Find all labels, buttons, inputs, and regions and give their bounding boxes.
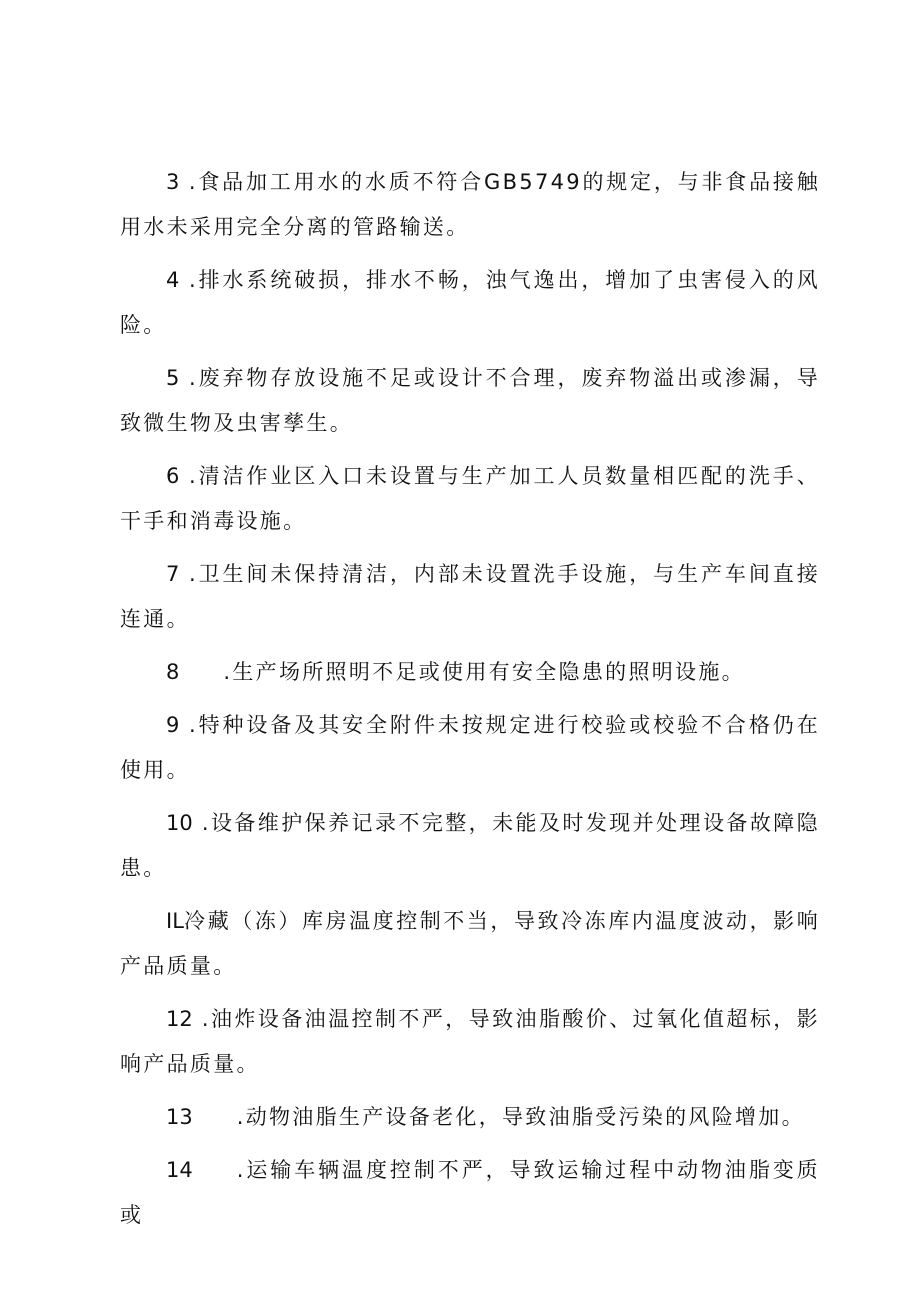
- item-number: 7: [166, 562, 180, 586]
- item-text: .生产场所照明不足或使用有安全隐患的照明设施。: [223, 660, 745, 684]
- item-text: .动物油脂生产设备老化，导致油脂受污染的风险增加。: [236, 1105, 805, 1129]
- item-text: .设备维护保养记录不完整，未能及时发现并处理设备故障隐患。: [120, 811, 820, 880]
- item-text: .卫生间未保持清洁，内部未设置洗手设施，与生产车间直接连通。: [120, 562, 820, 631]
- item-number: 12: [166, 1007, 193, 1031]
- item-number: 13: [166, 1105, 193, 1129]
- list-item: [120, 650, 820, 695]
- item-number: 6: [166, 464, 180, 488]
- item-number: 3: [166, 170, 180, 194]
- item-text: .废弃物存放设施不足或设计不合理，废弃物溢出或渗漏，导致微生物及虫害孳生。: [120, 366, 820, 435]
- item-number: 5: [166, 366, 180, 390]
- item-number: 9: [166, 713, 180, 737]
- item-text: .特种设备及其安全附件未按规定进行校验或校验不合格仍在使用。: [120, 713, 820, 782]
- item-text: .油炸设备油温控制不严，导致油脂酸价、过氧化值超标，影响产品质量。: [120, 1007, 820, 1076]
- item-number: 8: [166, 660, 180, 684]
- list-item: [120, 997, 820, 1087]
- hazard-list: [120, 160, 820, 1246]
- item-number: 10: [166, 811, 193, 835]
- item-text: .清洁作业区入口未设置与生产加工人员数量相匹配的洗手、干手和消毒设施。: [120, 464, 820, 533]
- item-number: 14: [166, 1158, 193, 1182]
- item-number: 4: [166, 268, 180, 292]
- list-item: [120, 160, 820, 250]
- list-item: [120, 1148, 820, 1238]
- list-item: [120, 356, 820, 446]
- list-item: [120, 1095, 820, 1140]
- list-item: [120, 899, 820, 989]
- item-number: IL: [166, 909, 184, 933]
- list-item: [120, 801, 820, 891]
- list-item: [120, 258, 820, 348]
- list-item: [120, 703, 820, 793]
- item-text: 冷藏（冻）库房温度控制不当，导致冷冻库内温度波动，影响产品质量。: [120, 909, 820, 978]
- list-item: [120, 454, 820, 544]
- item-text: .食品加工用水的水质不符合GB5749的规定，与非食品接触用水未采用完全分离的管路输送。: [120, 170, 820, 239]
- list-item: [120, 552, 820, 642]
- item-text: .运输车辆温度控制不严，导致运输过程中动物油脂变质或: [120, 1158, 820, 1227]
- item-text: .排水系统破损，排水不畅，浊气逸出，增加了虫害侵入的风险。: [120, 268, 820, 337]
